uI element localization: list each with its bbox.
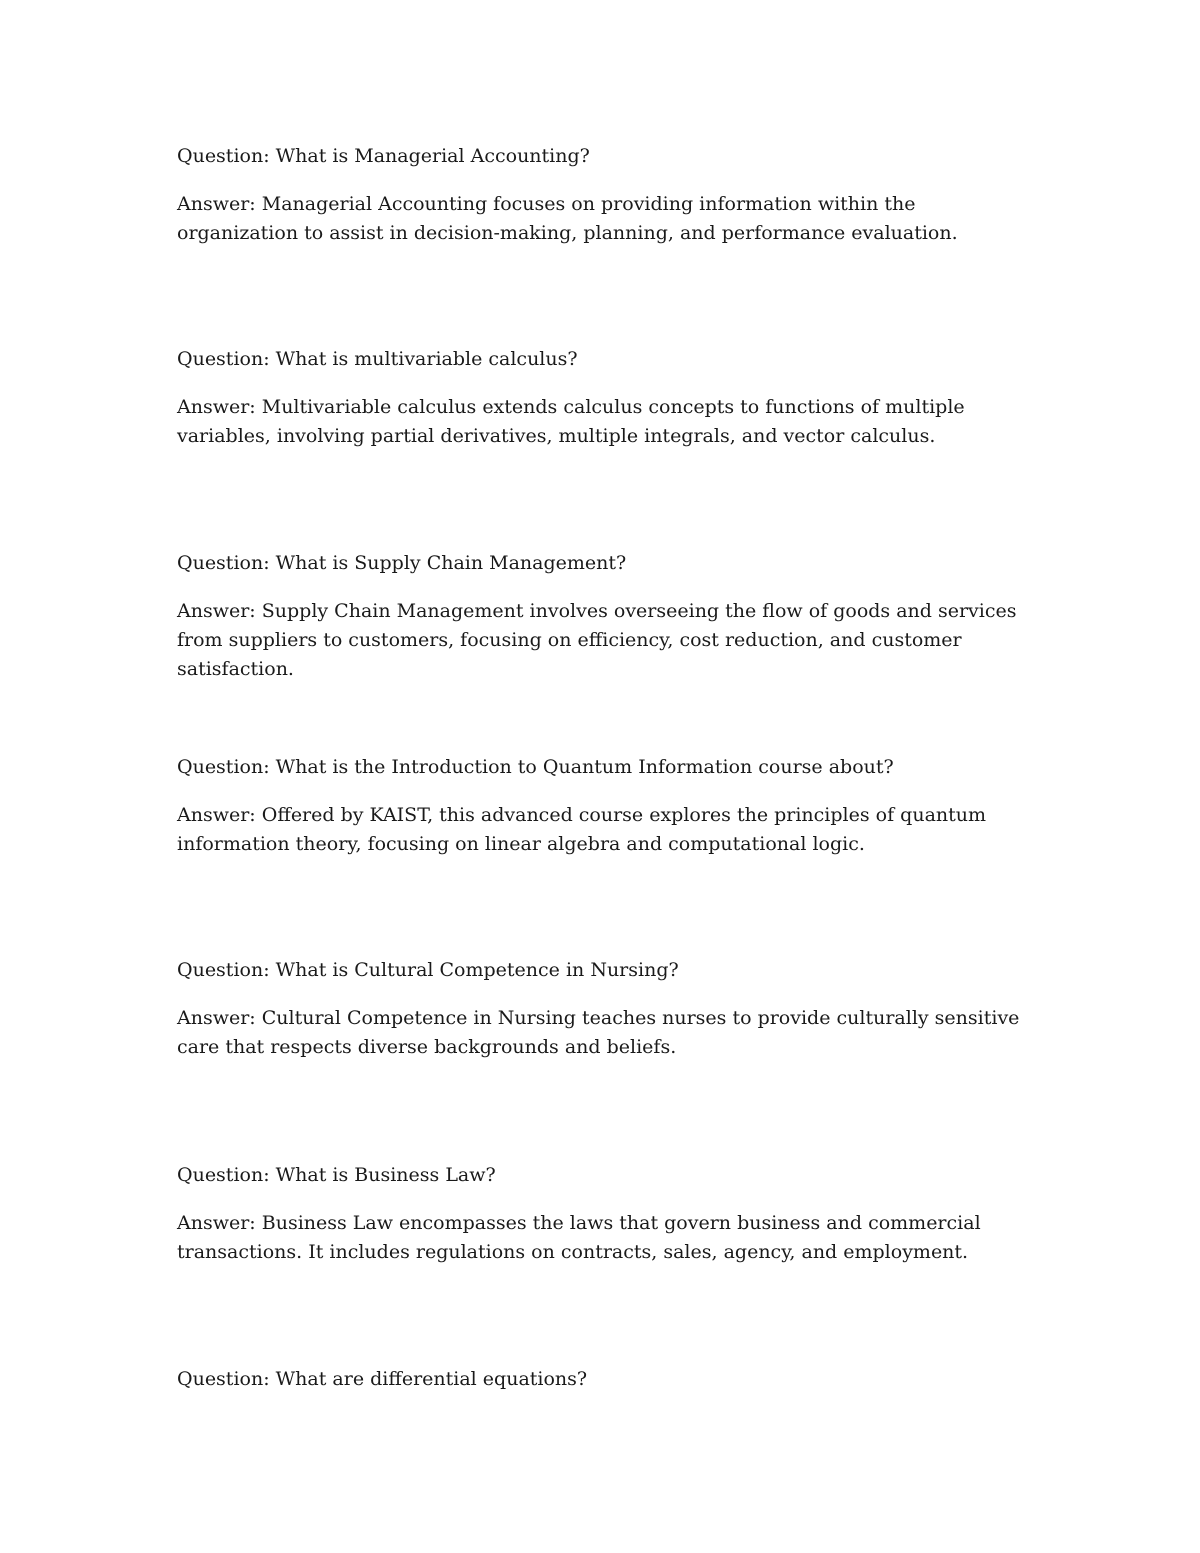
question-text: Question: What is Supply Chain Management?	[177, 552, 627, 574]
question-text: Question: What is the Introduction to Quantum Information course about?	[177, 756, 894, 778]
qa-block	[177, 344, 1037, 451]
answer-text: Answer: Managerial Accounting focuses on providing information within the organization to assist in decision-making, planning, and performance evaluation.	[177, 193, 958, 244]
question-text: Question: What is Cultural Competence in Nursing?	[177, 959, 679, 981]
answer-text: Answer: Multivariable calculus extends calculus concepts to functions of multiple variables, involving partial derivatives, multiple integrals, and vector calculus.	[177, 396, 965, 447]
question-text: Question: What is multivariable calculus?	[177, 348, 578, 370]
qa-block	[177, 141, 1037, 248]
question-text: Question: What is Managerial Accounting?	[177, 145, 590, 167]
question-text: Question: What are differential equations?	[177, 1368, 588, 1390]
qa-block	[177, 1160, 1037, 1267]
qa-block	[177, 752, 1037, 859]
answer-text: Answer: Offered by KAIST, this advanced course explores the principles of quantum information theory, focusing on linear algebra and computational logic.	[177, 804, 987, 855]
qa-block	[177, 1364, 1037, 1394]
qa-block	[177, 548, 1037, 684]
answer-text: Answer: Cultural Competence in Nursing teaches nurses to provide culturally sensitive care that respects diverse backgrounds and beliefs.	[177, 1007, 1020, 1058]
qa-block	[177, 955, 1037, 1062]
question-text: Question: What is Business Law?	[177, 1164, 496, 1186]
answer-text: Answer: Supply Chain Management involves overseeing the flow of goods and services from suppliers to customers, focusing on efficiency, cost reduction, and customer satisfaction.	[177, 600, 1017, 680]
answer-text: Answer: Business Law encompasses the laws that govern business and commercial transactions. It includes regulations on contracts, sales, agency, and employment.	[177, 1212, 981, 1263]
